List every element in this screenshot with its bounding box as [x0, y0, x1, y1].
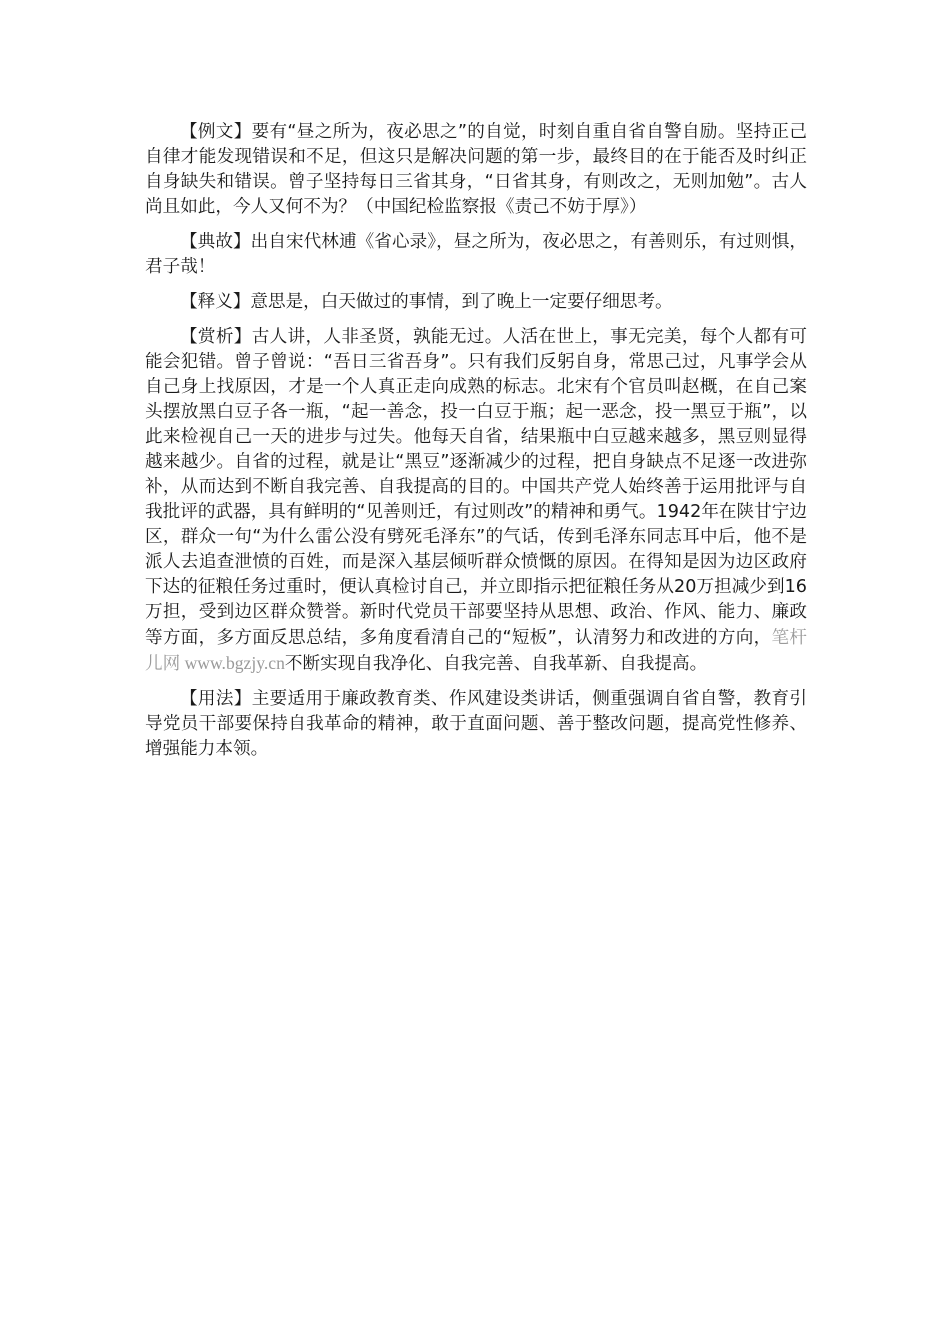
appreciation-tail: 不断实现自我净化、自我完善、自我革新、自我提高。 — [284, 654, 708, 674]
paragraph-appreciation — [145, 325, 807, 677]
appreciation-text: 【赏析】古人讲，人非圣贤，孰能无过。人活在世上，事无完美，每个人都有可能会犯错。曾子曾说：“吾日三省吾身”。只有我们反躬自身，常思己过，凡事学会从自己身上找原因，才是一个人真正走向成熟的标志。北宋有个官员叫赵概，在自己案头摆放黑白豆子各一瓶，“起一善念，投一白豆于瓶；起一恶念，投一黑豆于瓶”，以此来检视自己一天的进步与过失。他每天自省，结果瓶中白豆越来越多，黑豆则显得越来越少。自省的过程，就是让“黑豆”逐渐减少的过程，把自身缺点不足逐一改进弥补，从而达到不断自我完善、自我提高的目的。中国共产党人始终善于运用批评与自我批评的武器，具有鲜明的“见善则迁，有过则改”的精神和勇气。1942年在陕甘宁边区，群众一句“为什么雷公没有劈死毛泽东”的气话，传到毛泽东同志耳中后，他不是派人去追查泄愤的百姓，而是深入基层倾听群众愤慨的原因。在得知是因为边区政府下达的征粮任务过重时，便认真检讨自己，并立即指示把征粮任务从20万担减少到16万担，受到边区群众赞誉。新时代党员干部要坚持从思想、政治、作风、能力、廉政等方面，多方面反思总结，多角度看清自己的“短板”，认清努力和改进的方向， — [145, 327, 807, 648]
paragraph-allusion: 【典故】出自宋代林逋《省心录》，昼之所为，夜必思之，有善则乐，有过则惧，君子哉！ — [145, 232, 807, 277]
paragraph-example: 【例文】要有“昼之所为，夜必思之”的自觉，时刻自重自省自警自励。坚持正己自律才能发现错误和不足，但这只是解决问题的第一步，最终目的在于能否及时纠正自身缺失和错误。曾子坚持每日三省其身，“日省其身，有则改之，无则加勉”。古人尚且如此，今人又何不为？（中国纪检监察报《责己不妨于厚》） — [145, 122, 807, 217]
paragraph-meaning: 【释义】意思是，白天做过的事情，到了晚上一定要仔细思考。 — [180, 292, 673, 312]
watermark-text: 笔杆儿网 www.bgzjy.cn — [145, 627, 807, 673]
document-body — [145, 120, 807, 772]
paragraph-usage: 【用法】主要适用于廉政教育类、作风建设类讲话，侧重强调自省自警，教育引导党员干部要保持自我革命的精神，敢于直面问题、善于整改问题，提高党性修养、增强能力本领。 — [145, 689, 807, 759]
